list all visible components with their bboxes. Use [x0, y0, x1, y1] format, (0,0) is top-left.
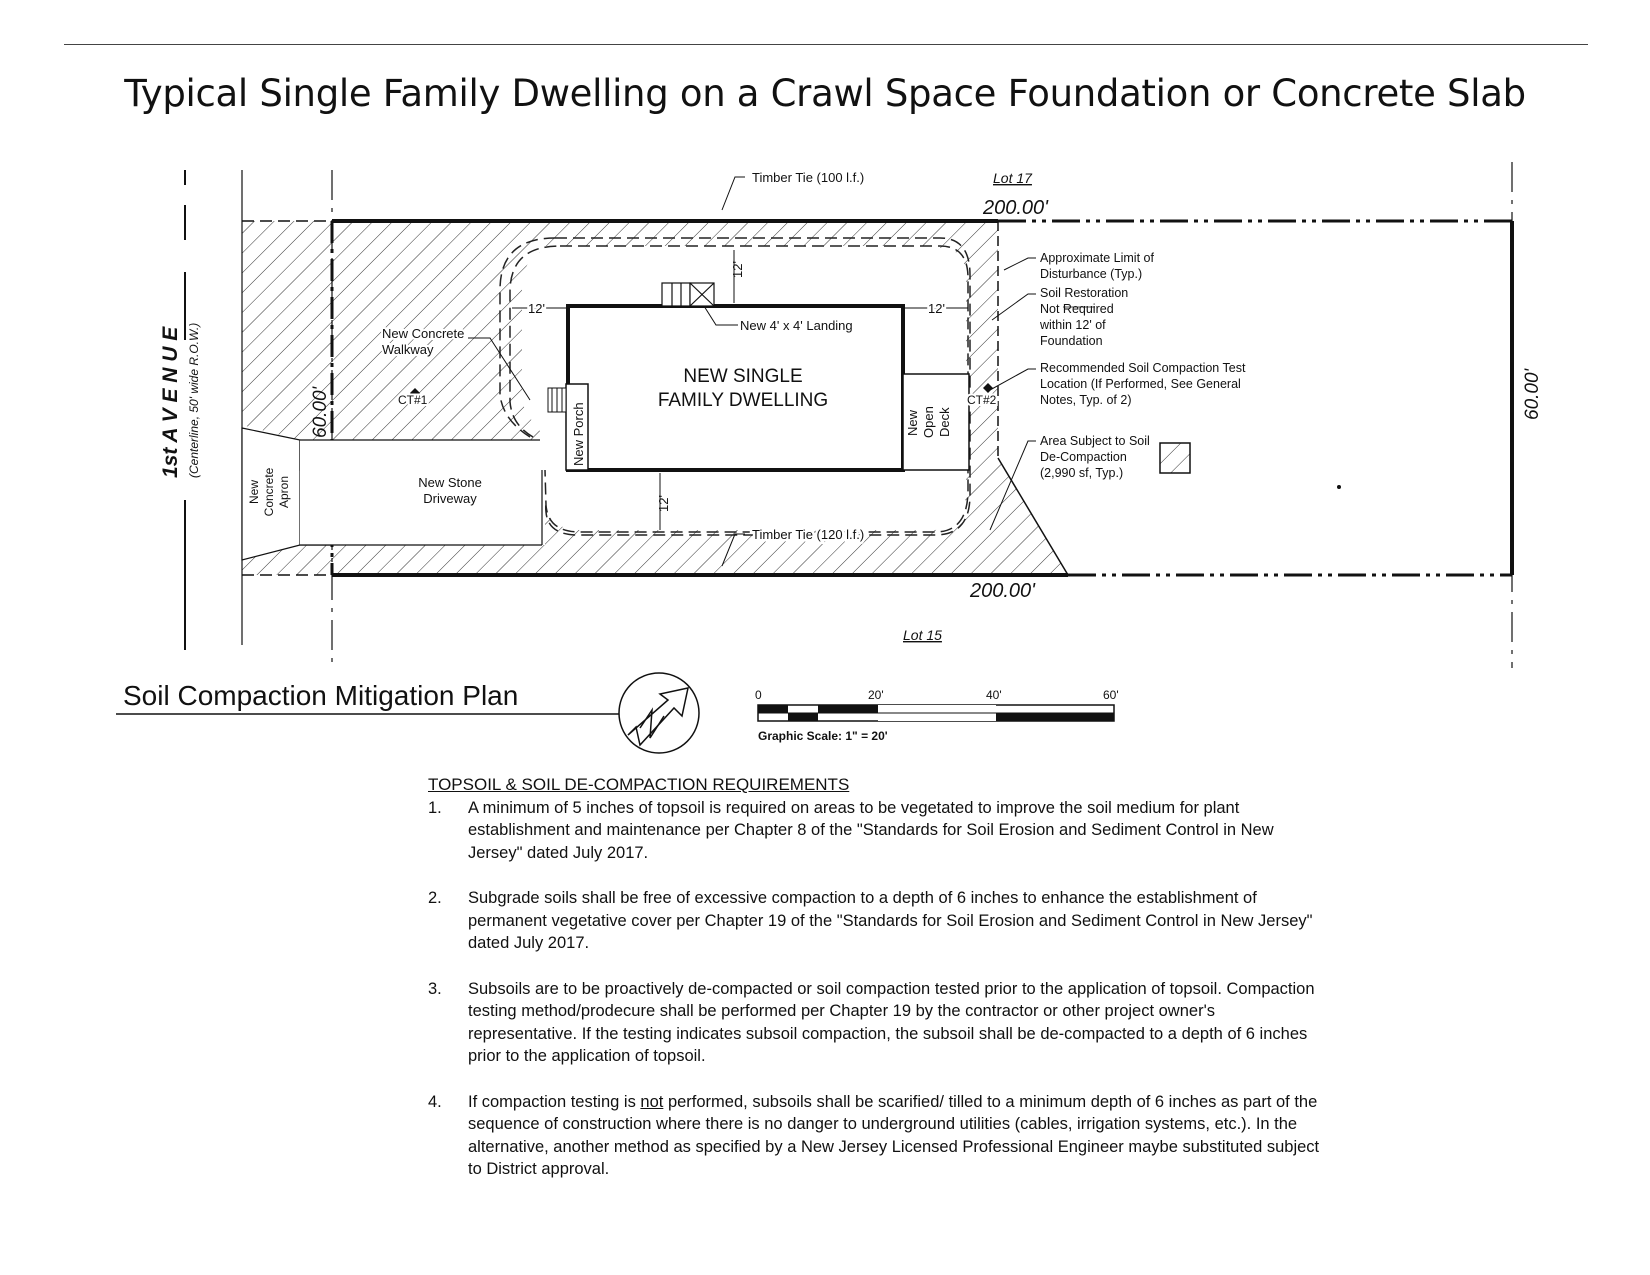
street-row-note: (Centerline, 50' wide R.O.W.) [187, 322, 201, 478]
requirement-item [428, 797, 1328, 865]
requirement-number: 2. [428, 889, 442, 907]
ct2-label: CT#2 [967, 393, 997, 407]
note-soil-line2: Not Required [1040, 302, 1114, 316]
walkway-label-line1: New Concrete [382, 326, 465, 341]
scale-tick-40: 40' [986, 688, 1002, 702]
requirement-text-after: performed, subsoils shall be scarified/ tilled to a minimum depth of 6 inches as part of the sequence of construction where there is no danger to underground utilities (cables, irrigation systems, etc.). In the alternative, another method as specified by a New Jersey Licensed Professional Engineer maybe substituted subject to District approval. [468, 1092, 1320, 1178]
porch-steps [548, 388, 566, 412]
note-lod-line1: Approximate Limit of [1040, 251, 1154, 265]
note-test-line2: Location (If Performed, See General [1040, 377, 1241, 391]
plan-title: Soil Compaction Mitigation Plan [123, 680, 519, 711]
dim-12-bottom: 12' [656, 495, 671, 512]
dim-left: 60.00' [310, 386, 331, 438]
scale-tick-20: 20' [868, 688, 884, 702]
dim-12-left: 12' [528, 301, 545, 316]
requirement-number: 3. [428, 979, 442, 998]
requirement-text-before: If compaction testing is [468, 1092, 641, 1111]
requirement-item [428, 887, 1328, 955]
apron-label-line2: Concrete [262, 467, 276, 517]
requirement-text: Subsoils are to be proactively de-compacted or soil compaction tested prior to the application of topsoil. Compaction testing method/prodecure shall be performed per Chapter 19 by the contractor or other project owner's representative. If the testing indicates subsoil compaction, the subsoil shall be de-compacted to a depth of 6 inches prior to the application of topsoil. [468, 979, 1315, 1065]
timber-tie-bottom: Timber Tie (120 l.f.) [752, 527, 865, 542]
dwelling-label-line2: FAMILY DWELLING [657, 390, 829, 411]
requirement-text-emphasis: not [640, 1092, 664, 1111]
note-soil-line4: Foundation [1040, 334, 1103, 348]
note-soil-line1: Soil Restoration [1040, 286, 1129, 300]
porch-label: New Porch [571, 402, 586, 466]
plan-notes [1039, 251, 1246, 480]
note-lod-line2: Disturbance (Typ.) [1040, 267, 1143, 281]
scale-tick-60: 60' [1103, 688, 1119, 702]
apron-label-line1: New [247, 479, 261, 505]
scale-label: Graphic Scale: 1" = 20' [758, 729, 888, 743]
requirement-text: Subgrade soils shall be free of excessive compaction to a depth of 6 inches to enhance the establishment of permanent vegetative cover per Chapter 19 of the "Standards for Soil Erosion and Sediment Control in New Jersey" dated July 2017. [468, 889, 1313, 952]
requirements-heading: TOPSOIL & SOIL DE-COMPACTION REQUIREMENTS [428, 775, 850, 794]
ct1-label: CT#1 [398, 393, 428, 407]
note-test-line3: Notes, Typ. of 2) [1040, 393, 1132, 407]
scale-tick-0: 0 [755, 688, 762, 702]
note-area-line3: (2,990 sf, Typ.) [1040, 466, 1124, 480]
street-name: 1st A V E N U E [159, 326, 182, 478]
dim-top: 200.00' [983, 197, 1048, 219]
dim-bottom: 200.00' [970, 580, 1035, 602]
deck-label-line3: Deck [937, 407, 952, 437]
north-arrow-icon [619, 673, 699, 753]
dwelling-footprint [568, 306, 903, 470]
landing-label: New 4' x 4' Landing [740, 318, 853, 333]
apron-label-line3: Apron [277, 475, 291, 509]
driveway-label-line2: Driveway [423, 491, 477, 506]
legend-hatch-swatch [1160, 443, 1190, 473]
graphic-scale [758, 705, 1114, 721]
driveway-label-line1: New Stone [418, 475, 482, 490]
deck-label-line1: New [905, 409, 920, 436]
dim-right: 60.00' [1522, 368, 1543, 420]
dwelling-label-line1: NEW SINGLE [683, 366, 803, 387]
requirements-section [428, 774, 1328, 1204]
note-test-line1: Recommended Soil Compaction Test [1040, 361, 1246, 375]
note-area-line1: Area Subject to Soil [1040, 434, 1150, 448]
landing [662, 283, 714, 306]
requirement-text: A minimum of 5 inches of topsoil is required on areas to be vegetated to improve the soil medium for plant establishment and maintenance per Chapter 8 of the "Standards for Soil Erosion and Sediment Control in New Jersey" dated July 2017. [468, 798, 1274, 862]
lot-south-label: Lot 15 [903, 627, 942, 643]
page-title: Typical Single Family Dwelling on a Crawl Space Foundation or Concrete Slab [124, 72, 1526, 115]
note-soil-line3: within 12' of [1040, 318, 1106, 332]
note-area-line2: De-Compaction [1040, 450, 1127, 464]
deck-label-line2: Open [921, 406, 936, 438]
requirement-number: 4. [428, 1092, 442, 1111]
walkway-label-line2: Walkway [382, 342, 434, 357]
timber-tie-top: Timber Tie (100 l.f.) [752, 170, 865, 185]
requirement-item [428, 978, 1328, 1068]
requirement-number: 1. [428, 798, 442, 817]
lot-north-label: Lot 17 [993, 170, 1032, 186]
requirement-item [428, 1091, 1328, 1181]
dim-12-right: 12' [928, 301, 945, 316]
dim-12-top: 12' [730, 261, 745, 278]
